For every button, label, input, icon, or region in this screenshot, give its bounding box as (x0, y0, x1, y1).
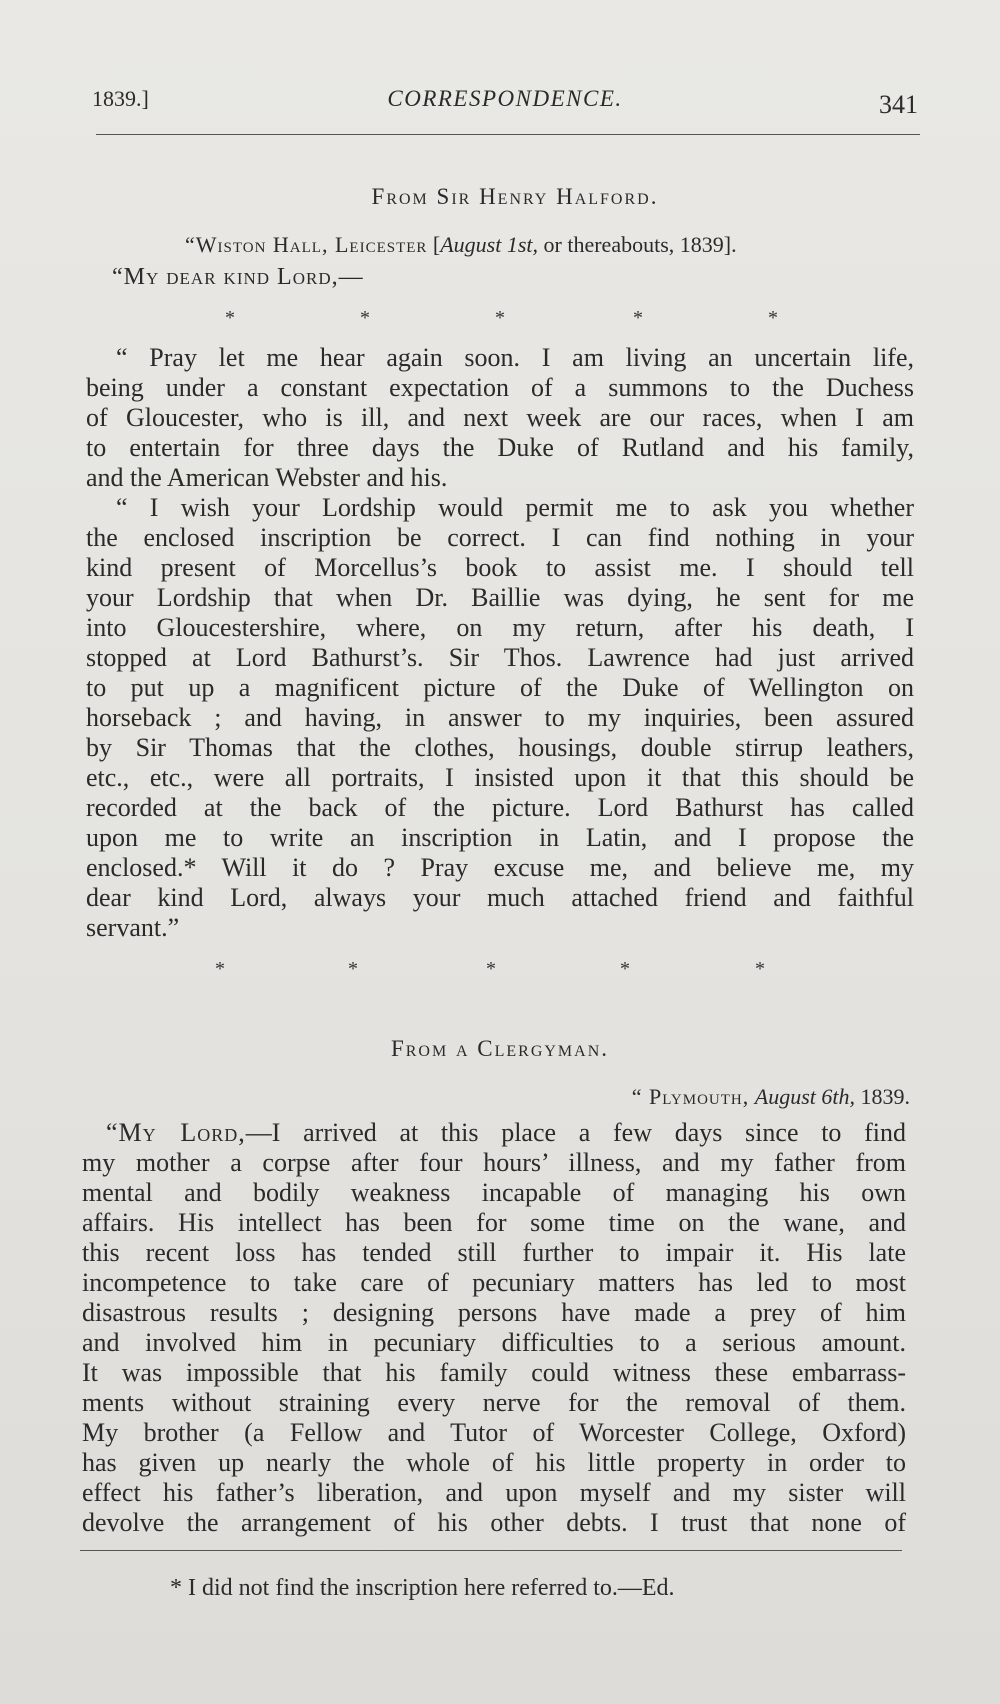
star: * (360, 307, 370, 329)
star: * (620, 958, 630, 980)
text-line: enclosed.* Will it do ? Pray excuse me, and believe me, my (86, 853, 914, 882)
text-line: incompetence to take care of pecuniary matters has led to most (82, 1268, 906, 1297)
text-line: affairs. His intellect has been for some time on the wane, and (82, 1208, 906, 1237)
footnote-rule (80, 1550, 902, 1551)
text-line: horseback ; and having, in answer to my inquiries, been assured (86, 703, 914, 732)
letter1-dateline (185, 230, 905, 260)
letter2-date-rest: 1839. (855, 1084, 910, 1109)
letter1-place: “Wiston Hall, Leicester (185, 232, 428, 257)
text-line: upon me to write an inscription in Latin, and I propose the (86, 823, 914, 852)
star: * (755, 958, 765, 980)
star: * (486, 958, 496, 980)
text-line: stopped at Lord Bathurst’s. Sir Thos. Lawrence had just arrived (86, 643, 914, 672)
letter1-date-open: [ (432, 232, 441, 257)
text-line: “ I wish your Lordship would permit me to ask you whether (116, 493, 914, 522)
text-line: being under a constant expectation of a summons to the Duchess (86, 373, 914, 402)
text-line: of Gloucester, who is ill, and next week are our races, when I am (86, 403, 914, 432)
header-year: 1839.] (92, 86, 149, 111)
star: * (495, 307, 505, 329)
letter2-opening-rest: —I arrived at this place a few days since to find (245, 1118, 907, 1147)
text-line: recorded at the back of the picture. Lord Bathurst has called (86, 793, 914, 822)
text-line: “ Pray let me hear again soon. I am living an uncertain life, (116, 343, 914, 372)
letter1-date-rest: or thereabouts, 1839]. (538, 232, 737, 257)
text-line: disastrous results ; designing persons have made a prey of him (82, 1298, 906, 1327)
star: * (768, 307, 778, 329)
text-line: my mother a corpse after four hours’ illness, and my father from (82, 1148, 906, 1177)
text-line: and the American Webster and his. (86, 463, 448, 492)
text-line: etc., etc., were all portraits, I insisted upon it that this should be (86, 763, 914, 792)
text-line: mental and bodily weakness incapable of managing his own (82, 1178, 906, 1207)
star: * (348, 958, 358, 980)
text-line: and involved him in pecuniary difficulties to a serious amount. (82, 1328, 906, 1357)
text-line: to put up a magnificent picture of the Duke of Wellington on (86, 673, 914, 702)
text-line: My brother (a Fellow and Tutor of Worcester College, Oxford) (82, 1418, 906, 1447)
star: * (633, 307, 643, 329)
letter2-heading: From a Clergyman. (390, 1036, 610, 1061)
letter1-stars (0, 307, 1000, 337)
text-line: the enclosed inscription be correct. I can find nothing in your (86, 523, 914, 552)
text-line: effect his father’s liberation, and upon myself and my sister will (82, 1478, 906, 1507)
text-line: devolve the arrangement of his other debts. I trust that none of (82, 1508, 906, 1537)
text-line: this recent loss has tended still further to impair it. His late (82, 1238, 906, 1267)
letter1-date-italic: August 1st, (440, 232, 539, 257)
running-title: CORRESPONDENCE. (387, 86, 623, 111)
header-rule (96, 134, 920, 135)
letter1-salutation: “My dear kind Lord,— (112, 264, 364, 290)
letter2-date-italic: August 6th, (754, 1084, 855, 1109)
text-line: servant.” (86, 913, 180, 942)
letter1-stars-end (0, 958, 1000, 988)
star: * (225, 307, 235, 329)
letter2-dateline (540, 1082, 910, 1112)
text-line: ments without straining every nerve for the removal of them. (82, 1388, 906, 1417)
star: * (215, 958, 225, 980)
text-line: dear kind Lord, always your much attached friend and faithful (86, 883, 914, 912)
letter2-opening-small-caps: “My Lord, (106, 1118, 246, 1147)
text-line (106, 1118, 906, 1148)
text-line: has given up nearly the whole of his little property in order to (82, 1448, 906, 1477)
text-line: kind present of Morcellus’s book to assist me. I should tell (86, 553, 914, 582)
letter1-heading: From Sir Henry Halford. (371, 184, 659, 209)
text-line: into Gloucestershire, where, on my return, after his death, I (86, 613, 914, 642)
text-line: by Sir Thomas that the clothes, housings, double stirrup leathers, (86, 733, 914, 762)
text-line: It was impossible that his family could witness these embarrass- (82, 1358, 906, 1387)
page-number: 341 (879, 90, 918, 119)
footnote: * I did not find the inscription here referred to.—Ed. (170, 1575, 675, 1601)
text-line: your Lordship that when Dr. Baillie was dying, he sent for me (86, 583, 914, 612)
text-line: to entertain for three days the Duke of Rutland and his family, (86, 433, 914, 462)
letter2-place: “ Plymouth, (631, 1084, 750, 1109)
page-header (92, 80, 918, 120)
